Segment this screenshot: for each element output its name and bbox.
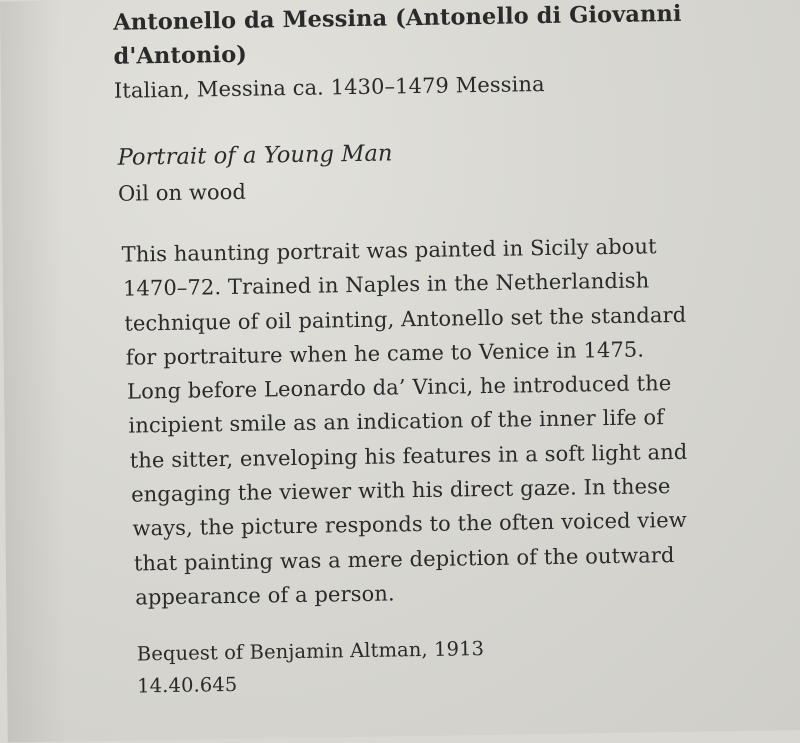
description-line: Long before Leonardo da’ Vinci, he introduced the	[126, 371, 672, 404]
artist-name-line-2: d'Antonio)	[113, 41, 248, 70]
accession-number: 14.40.645	[137, 672, 238, 698]
description-line: ways, the picture responds to the often voiced view	[132, 508, 687, 541]
artist-name	[113, 0, 714, 74]
artist-nationality-dates: Italian, Messina ca. 1430–1479 Messina	[113, 72, 545, 103]
credit-line: Bequest of Benjamin Altman, 1913	[136, 637, 485, 666]
description-line: This haunting portrait was painted in Sicily about	[121, 234, 657, 267]
description-line: 1470–72. Trained in Naples in the Netherlandish	[122, 268, 650, 301]
description-line: for portraiture when he came to Venice in 1475.	[125, 337, 645, 370]
description-line: technique of oil painting, Antonello set the standard	[124, 302, 687, 336]
description-line: that painting was a mere depiction of the outward	[133, 542, 675, 576]
description-line: incipient smile as an indication of the inner life of	[128, 405, 665, 439]
artwork-description	[121, 229, 705, 615]
artwork-title: Portrait of a Young Man	[117, 140, 393, 171]
description-line: appearance of a person.	[135, 581, 395, 610]
description-line: engaging the viewer with his direct gaze. In these	[131, 474, 671, 507]
card-shadow-edge	[0, 1, 68, 743]
description-line: the sitter, enveloping his features in a soft light and	[129, 439, 688, 473]
artwork-medium: Oil on wood	[117, 179, 247, 206]
artist-name-line-1: Antonello da Messina (Antonello di Giovanni	[113, 0, 682, 36]
